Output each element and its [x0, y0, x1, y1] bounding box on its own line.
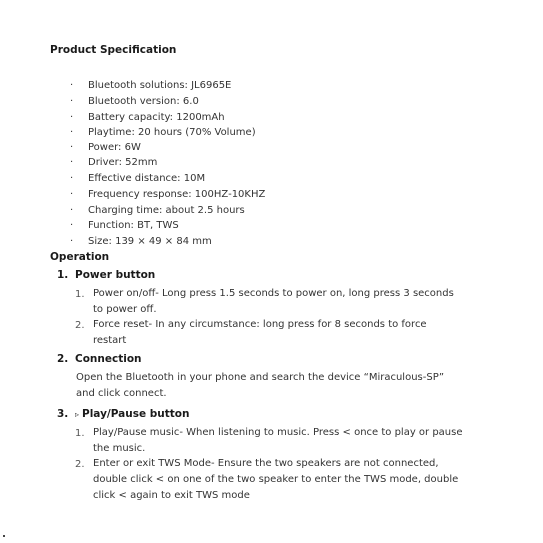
operation-heading: Operation	[50, 251, 110, 263]
step-text: Power on/off- Long press 1.5 seconds to power on, long press 3 seconds to power off.	[93, 288, 454, 315]
step-number: 2.	[75, 459, 85, 470]
spec-heading: Product Specification	[50, 44, 177, 56]
section-number: 3.	[57, 408, 69, 420]
spec-item: · Size: 139 × 49 × 84 mm	[76, 236, 200, 247]
spec-item: · Playtime: 20 hours (70% Volume)	[76, 127, 244, 138]
section-number: 2.	[57, 353, 69, 365]
spec-item: · Battery capacity: 1200mAh	[76, 112, 213, 123]
connection-text: Open the Bluetooth in your phone and search the device “Miraculous-SP” and click connect.	[76, 372, 445, 399]
spec-item: · Effective distance: 10M	[76, 173, 193, 184]
spec-item: · Driver: 52mm	[76, 157, 145, 168]
spec-item: · Bluetooth version: 6.0	[76, 96, 187, 107]
spec-item: · Function: BT, TWS	[76, 220, 167, 231]
step-number: 1.	[75, 428, 85, 439]
corner-mark	[3, 535, 5, 537]
spec-item: · Charging time: about 2.5 hours	[76, 205, 233, 216]
section-title-connection: Connection	[75, 353, 142, 365]
section-title-power-button: Power button	[75, 269, 156, 281]
step-number: 2.	[75, 320, 85, 331]
step-text: Force reset- In any circumstance: long press for 8 seconds to force restart	[93, 319, 427, 346]
step-number: 1.	[75, 289, 85, 300]
section-title-play-pause: ▹ Play/Pause button	[75, 408, 190, 420]
spec-item: · Bluetooth solutions: JL6965E	[76, 80, 219, 91]
section-number: 1.	[57, 269, 69, 281]
spec-item: · Power: 6W	[76, 142, 129, 153]
triangle-marker-icon: ▹	[75, 410, 80, 419]
step-text: Play/Pause music- When listening to music. Press < once to play or pause the music.	[93, 427, 463, 454]
spec-item: · Frequency response: 100HZ-10KHZ	[76, 189, 253, 200]
step-text: Enter or exit TWS Mode- Ensure the two speakers are not connected, double click < on one of the two speaker to enter the TWS mode, double click < again to exit TWS mode	[93, 458, 459, 501]
